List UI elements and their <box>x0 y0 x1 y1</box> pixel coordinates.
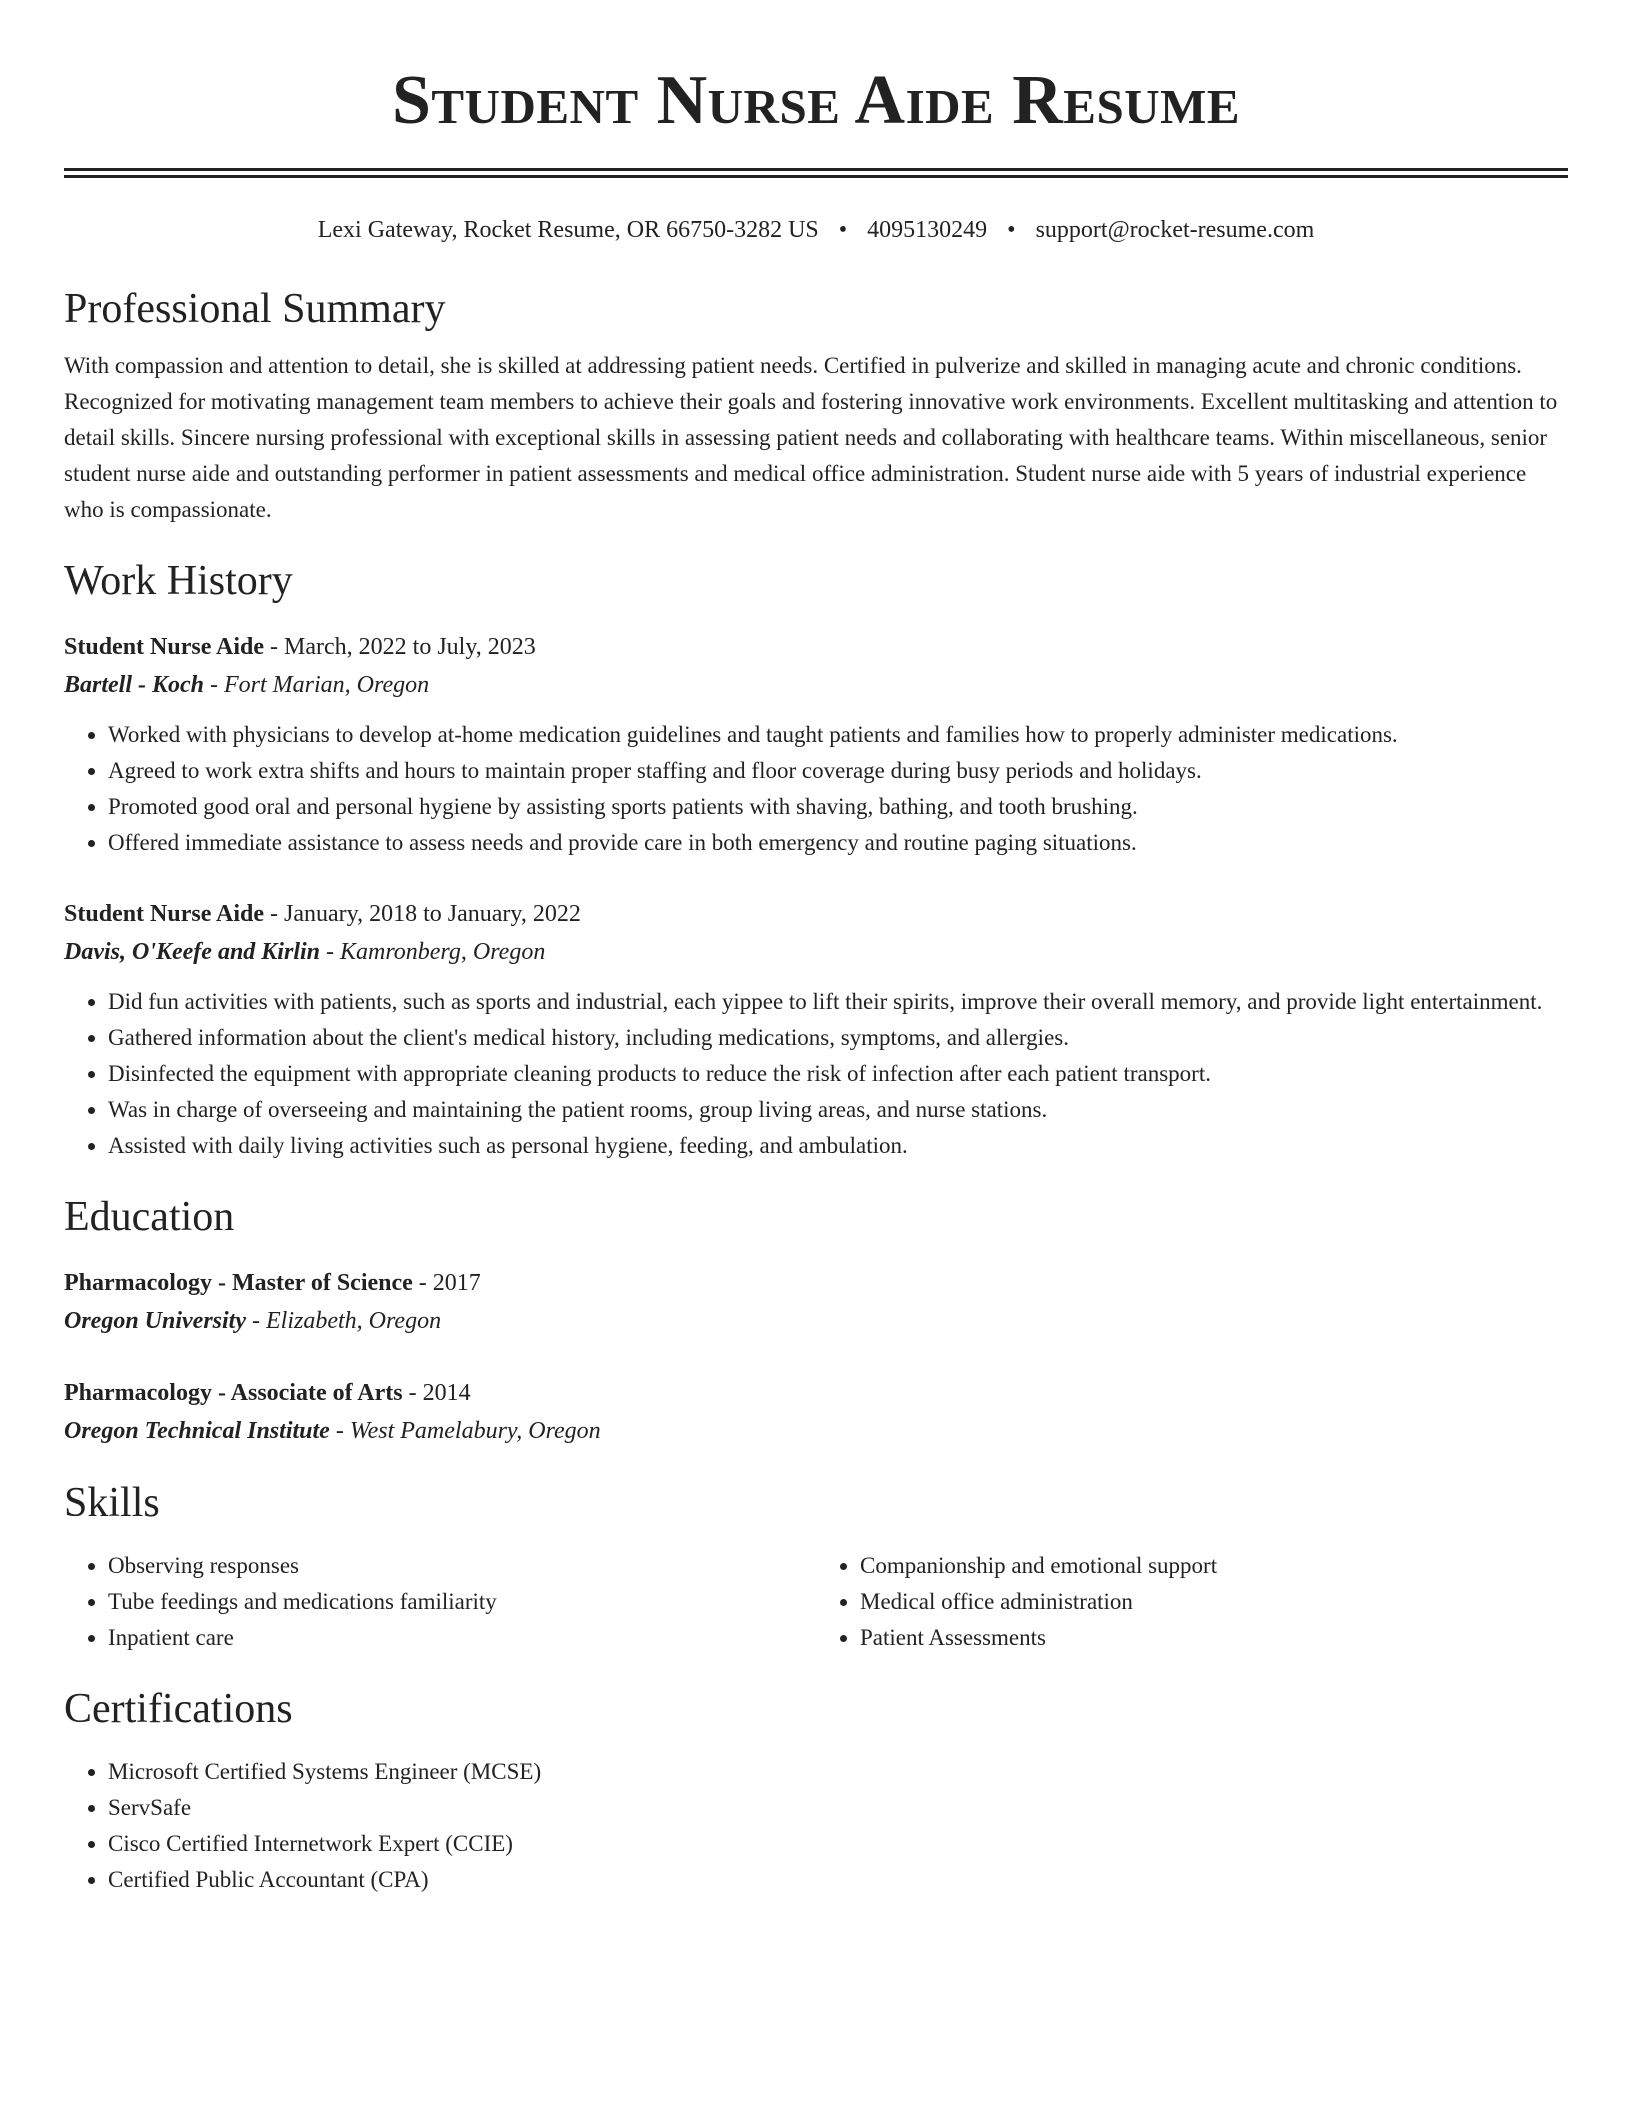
job-company: Davis, O'Keefe and Kirlin <box>64 939 320 965</box>
school-line <box>64 1302 1568 1340</box>
school: Oregon Technical Institute <box>64 1418 330 1444</box>
summary-text: With compassion and attention to detail, she is skilled at addressing patient needs. Certified in pulverize and skilled in managing acute and chronic conditions. Recognized for motivating management team members to achieve their goals and fostering innovative work environments. Excellent multitasking and attention to detail skills. Sincere nursing professional with exceptional skills in assessing patient needs and collaborating with healthcare teams. Within miscellaneous, senior student nurse aide and outstanding performer in patient assessments and medical office administration. Student nurse aide with 5 years of industrial experience who is compassionate. <box>64 353 1558 522</box>
list-item: • Agreed to work extra shifts and hours to maintain proper staffing and floor coverage during busy periods and holidays. <box>108 753 1568 789</box>
degree: Pharmacology - Master of Science <box>64 1270 413 1296</box>
contact-address: Lexi Gateway, Rocket Resume, OR 66750-3282 US <box>317 217 819 243</box>
education-heading: Education <box>64 1194 235 1240</box>
list-item: • Offered immediate assistance to assess needs and provide care in both emergency and routine paging situations. <box>108 825 1568 861</box>
skills-heading: Skills <box>64 1480 160 1526</box>
list-item: • Observing responses <box>108 1548 816 1584</box>
skills-list-right <box>816 1548 1568 1656</box>
degree-line <box>64 1264 1568 1302</box>
job-title-line <box>64 895 1568 933</box>
summary-heading: Professional Summary <box>64 286 446 332</box>
job-entry <box>64 895 1568 1164</box>
list-item: • Companionship and emotional support <box>860 1548 1568 1584</box>
certifications-heading: Certifications <box>64 1686 293 1732</box>
job-dates: - January, 2018 to January, 2022 <box>264 901 581 927</box>
list-item: • Assisted with daily living activities such as personal hygiene, feeding, and ambulation. <box>108 1128 1568 1164</box>
skills-columns <box>64 1548 1568 1656</box>
education-entry <box>64 1374 1568 1450</box>
degree-year: - 2017 <box>412 1270 481 1296</box>
job-dates: - March, 2022 to July, 2023 <box>264 634 536 660</box>
list-item: • Was in charge of overseeing and maintaining the patient rooms, group living areas, and nurse stations. <box>108 1092 1568 1128</box>
page-title: Student Nurse Aide Resume <box>391 62 1241 139</box>
list-item: • Certified Public Accountant (CPA) <box>108 1862 1568 1898</box>
list-item: • Worked with physicians to develop at-home medication guidelines and taught patients and families how to properly administer medications. <box>108 717 1568 753</box>
list-item: • Microsoft Certified Systems Engineer (MCSE) <box>108 1754 1568 1790</box>
list-item: • Medical office administration <box>860 1584 1568 1620</box>
degree-year: - 2014 <box>402 1380 471 1406</box>
title-double-rule <box>64 168 1568 178</box>
list-item: • Did fun activities with patients, such as sports and industrial, each yippee to lift their spirits, improve their overall memory, and provide light entertainment. <box>108 984 1568 1020</box>
list-item: • Disinfected the equipment with appropriate cleaning products to reduce the risk of infection after each patient transport. <box>108 1056 1568 1092</box>
job-entry <box>64 628 1568 861</box>
list-item: • Patient Assessments <box>860 1620 1568 1656</box>
list-item: • Promoted good oral and personal hygiene by assisting sports patients with shaving, bathing, and tooth brushing. <box>108 789 1568 825</box>
job-location: - Fort Marian, Oregon <box>204 672 430 698</box>
work-history-heading: Work History <box>64 558 293 604</box>
job-title: Student Nurse Aide <box>64 634 265 660</box>
certifications-list <box>64 1754 1568 1898</box>
contact-email: support@rocket-resume.com <box>1035 217 1315 243</box>
contact-separator: • <box>838 217 848 243</box>
education-entry <box>64 1264 1568 1340</box>
job-bullets <box>64 717 1568 861</box>
list-item: • Tube feedings and medications familiarity <box>108 1584 816 1620</box>
degree: Pharmacology - Associate of Arts <box>64 1380 403 1406</box>
school: Oregon University <box>64 1308 246 1334</box>
job-location: - Kamronberg, Oregon <box>320 939 546 965</box>
contact-line <box>64 214 1568 246</box>
list-item: • Gathered information about the client's medical history, including medications, symptoms, and allergies. <box>108 1020 1568 1056</box>
job-bullets <box>64 984 1568 1164</box>
skills-list-left <box>64 1548 816 1656</box>
job-company: Bartell - Koch <box>64 672 205 698</box>
degree-line <box>64 1374 1568 1412</box>
contact-separator: • <box>1007 217 1016 243</box>
job-company-line <box>64 666 1568 704</box>
job-title-line <box>64 628 1568 666</box>
school-location: - West Pamelabury, Oregon <box>329 1418 601 1444</box>
list-item: • Cisco Certified Internetwork Expert (CCIE) <box>108 1826 1568 1862</box>
school-location: - Elizabeth, Oregon <box>246 1308 442 1334</box>
job-company-line <box>64 933 1568 971</box>
list-item: • ServSafe <box>108 1790 1568 1826</box>
contact-phone: 4095130249 <box>867 217 988 243</box>
list-item: • Inpatient care <box>108 1620 816 1656</box>
school-line <box>64 1412 1568 1450</box>
job-title: Student Nurse Aide <box>64 901 265 927</box>
